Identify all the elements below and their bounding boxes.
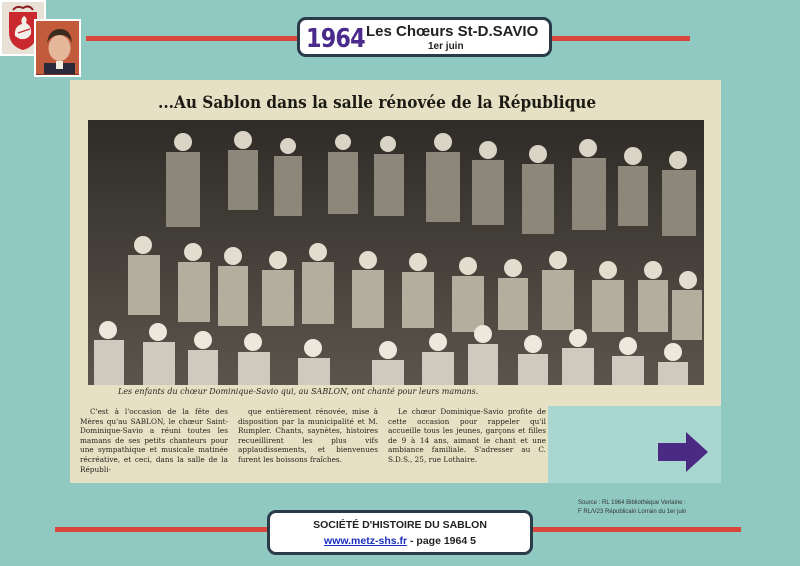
top-rule-right [552, 36, 690, 41]
header-year: 1964 [306, 24, 365, 54]
bottom-rule-right [533, 527, 741, 532]
choir-group-photo [88, 120, 704, 385]
article-column-2 [238, 407, 378, 465]
saint-portrait-image [34, 19, 81, 77]
footer-page-line [270, 535, 530, 547]
footer-organization: SOCIÉTÉ D'HISTOIRE DU SABLON [313, 519, 487, 531]
footer-box [267, 510, 533, 555]
source-note [578, 499, 686, 517]
article-text-2: que entièrement rénovée, mise à disposition par la municipalité et M. Rumpler. Chants, saynètes, histoires recueillirent les plus vifs applaudissements, et bienvenues furent les boissons fraîches. [238, 407, 378, 464]
clipping-headline: ...Au Sablon dans la salle rénovée de la République [158, 93, 597, 113]
article-column-3 [388, 407, 546, 465]
source-line-2: F RL/V23 Républicain Lorrain du 1er juin [578, 509, 687, 515]
header-title-box [297, 17, 552, 57]
bottom-rule-left [55, 527, 267, 532]
article-text-1: C'est à l'occasion de la fête des Mères qu'au SABLON, le chœur Saint-Dominique-Savio a réuni toutes les mamans de ses petits chanteurs pour une sympathique et musicale matinée récréative, et ceci, dans la salle de la Républi- [80, 407, 228, 474]
photo-caption: Les enfants du chœur Dominique-Savio qui, au SABLON, ont chanté pour leurs mamans. [118, 387, 479, 396]
right-arrow-icon[interactable] [656, 430, 710, 474]
header-date: 1er juin [428, 41, 464, 52]
top-rule-left [86, 36, 297, 41]
footer-page-number: - page 1964 5 [407, 535, 476, 547]
website-link[interactable]: www.metz-shs.fr [324, 535, 408, 547]
source-line-1: Source : RL 1964 Bibliothèque Verlaine : [578, 500, 686, 506]
article-column-1 [80, 407, 228, 474]
header-title: Les Chœurs St-D.SAVIO [366, 23, 539, 40]
article-text-3: Le chœur Dominique-Savio profite de cette occasion pour rappeler qu'il accueille tous les jeunes, garçons et filles de 9 à 14 ans, aimant le chant et une ambiance familiale. S'adresser au C. S.D.S., 25, rue Lothaire. [388, 407, 546, 464]
